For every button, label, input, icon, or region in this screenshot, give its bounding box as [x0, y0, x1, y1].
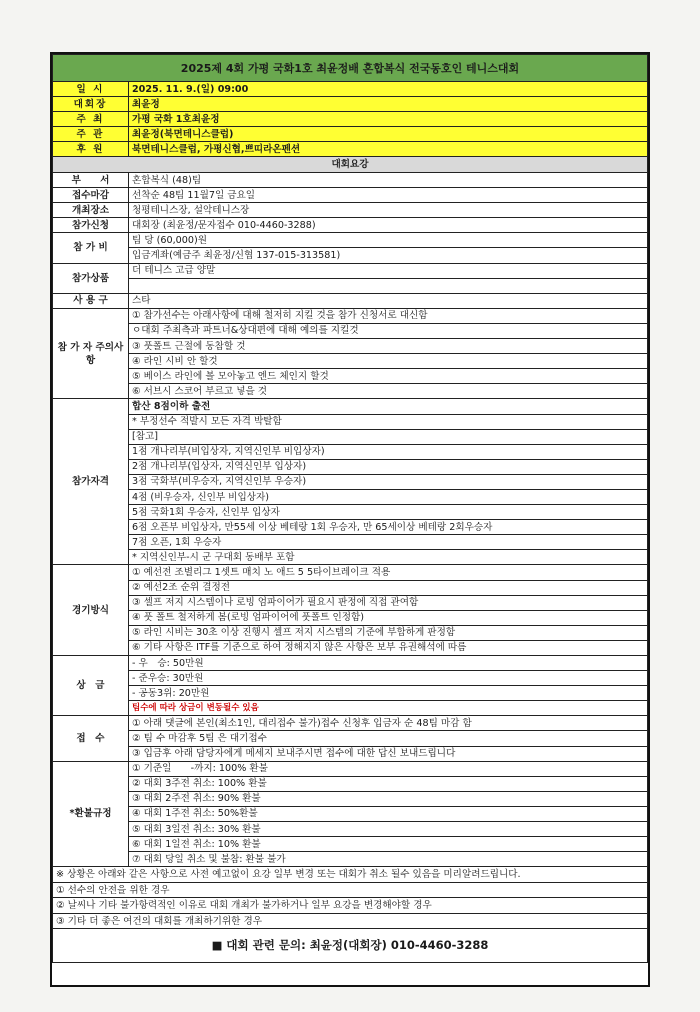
notice-line: ① 참가선수는 아래사항에 대해 철저히 지킬 것을 참가 신청서로 대신함 — [129, 308, 648, 323]
qualification-line: 합산 8점이하 출전 — [129, 399, 648, 414]
notice-line: ④ 라인 시비 안 할것 — [129, 354, 648, 369]
prize-line: - 준우승: 30만원 — [129, 671, 648, 686]
method-line: ② 예선2조 순위 결정전 — [129, 580, 648, 595]
deadline-value: 선착순 48팀 11월7일 금요일 — [129, 188, 648, 203]
ball-label: 사 용 구 — [53, 293, 129, 308]
tournament-table — [52, 54, 648, 963]
ball-value: 스타 — [129, 293, 648, 308]
reception-line: ① 아래 댓글에 본인(최소1인, 대리접수 불가)접수 신청후 입금자 순 48팀 마감 함 — [129, 716, 648, 731]
document-title: 2025제 4회 가평 국화1호 최윤정배 혼합복식 전국동호인 테니스대회 — [53, 55, 648, 82]
refund-line: ④ 대회 1주전 취소: 50%환불 — [129, 806, 648, 821]
reception-line: ③ 입금후 아래 담당자에게 메세지 보내주시면 접수에 대한 답신 보내드립니다 — [129, 746, 648, 761]
notes-line: ③ 기타 더 좋은 여건의 대회를 개최하기위한 경우 — [53, 913, 648, 929]
qualification-line: * 지역신인부-시 군 구대회 동배부 포함 — [129, 550, 648, 565]
fee-account: 입금계좌(예금주 최윤정/신협 137-015-313581) — [129, 248, 648, 263]
info-label-president: 대회장 — [53, 97, 129, 112]
reception-line: ② 팀 수 마감후 5팀 은 대기접수 — [129, 731, 648, 746]
refund-line: ⑥ 대회 1일전 취소: 10% 환불 — [129, 837, 648, 852]
fee-label: 참 가 비 — [53, 233, 129, 263]
qualification-line: 2점 개나리부(입상자, 지역신인부 입상자) — [129, 459, 648, 474]
venue-label: 개최장소 — [53, 203, 129, 218]
contact-footer: ■ 대회 관련 문의: 최윤정(대회장) 010-4460-3288 — [53, 929, 648, 963]
info-label-host: 주 최 — [53, 112, 129, 127]
notice-line: ③ 풋폴트 근절에 동참할 것 — [129, 339, 648, 354]
apply-label: 참가신청 — [53, 218, 129, 233]
info-label-date: 일 시 — [53, 82, 129, 97]
tournament-sheet — [50, 52, 650, 987]
division-value: 혼합복식 (48)팀 — [129, 173, 648, 188]
refund-line: ⑦ 대회 당일 취소 및 불참: 환불 불가 — [129, 852, 648, 867]
qualification-line: 1점 개나리부(비입상자, 지역신인부 비입상자) — [129, 444, 648, 459]
qualification-line: 7점 오픈, 1회 우승자 — [129, 535, 648, 550]
qualification-line: 3점 국화부(비우승자, 지역신인부 우승자) — [129, 474, 648, 489]
prize-note: 팀수에 따라 상금이 변동될수 있음 — [129, 701, 648, 716]
notice-line: ⑥ 서브시 스코어 부르고 넣을 것 — [129, 384, 648, 399]
info-value-organizer: 최윤정(북면테니스클럽) — [129, 127, 648, 142]
qualification-line: 6점 오픈부 비입상자, 만55세 이상 베테랑 1회 우승자, 만 65세이상 베테랑 2회우승자 — [129, 520, 648, 535]
gift-line: 더 테니스 고급 양말 — [129, 263, 648, 278]
section-title: 대회요강 — [53, 157, 648, 173]
refund-line: ③ 대회 2주전 취소: 90% 환불 — [129, 791, 648, 806]
info-value-president: 최윤정 — [129, 97, 648, 112]
prize-line: - 공동3위: 20만원 — [129, 686, 648, 701]
refund-line: ① 기준일 -까지: 100% 환불 — [129, 761, 648, 776]
prize-label: 상 금 — [53, 656, 129, 716]
notes-header: ※ 상황은 아래와 같은 사항으로 사전 예고없이 요강 일부 변경 또는 대회가 취소 될수 있음을 미리알려드립니다. — [53, 867, 648, 883]
method-line: ⑥ 기타 사항은 ITF를 기준으로 하여 정해지지 않은 사항은 보부 유권해석에 따름 — [129, 640, 648, 655]
fee-line: 팀 당 (60,000)원 — [129, 233, 648, 248]
info-value-sponsor: 북면테니스클럽, 가평신협,쁘띠라온펜션 — [129, 142, 648, 157]
notes-line: ② 날씨나 기타 불가항력적인 이유로 대회 개최가 불가하거나 일부 요강을 변경해야할 경우 — [53, 898, 648, 914]
qualification-line: 5점 국화1회 우승자, 신인부 입상자 — [129, 505, 648, 520]
gift-label: 참가상품 — [53, 263, 129, 293]
info-label-organizer: 주 관 — [53, 127, 129, 142]
notes-line: ① 선수의 안전을 위한 경우 — [53, 882, 648, 898]
info-value-host: 가평 국화 1호최윤정 — [129, 112, 648, 127]
qualification-label: 참가자격 — [53, 399, 129, 565]
info-label-sponsor: 후 원 — [53, 142, 129, 157]
method-line: ⑤ 라인 시비는 30초 이상 진행시 셀프 저지 시스템의 기준에 부합하게 판정함 — [129, 625, 648, 640]
refund-label: *환불규정 — [53, 761, 129, 867]
reception-label: 접 수 — [53, 716, 129, 761]
notice-line: ⑤ 베이스 라인에 볼 모아놓고 엔드 체인지 할것 — [129, 369, 648, 384]
notice-line: ㅇ대회 주최측과 파트너&상대편에 대해 예의를 지킬것 — [129, 323, 648, 338]
apply-value: 대회장 (최윤정/문자접수 010-4460-3288) — [129, 218, 648, 233]
method-line: ④ 풋 폴트 철저하게 봄(로빙 엄파이어에 풋폴트 인정함) — [129, 610, 648, 625]
method-line: ① 예선전 조별리그 1셋트 매치 노 애드 5 5타이브레이크 적용 — [129, 565, 648, 580]
qualification-line: [참고] — [129, 429, 648, 444]
qualification-line: * 부정선수 적발시 모든 자격 박탈함 — [129, 414, 648, 429]
method-line: ③ 셀프 저지 시스템이나 로빙 엄파이어가 필요시 판정에 직접 관여함 — [129, 595, 648, 610]
method-label: 경기방식 — [53, 565, 129, 656]
deadline-label: 접수마감 — [53, 188, 129, 203]
division-label: 부 서 — [53, 173, 129, 188]
prize-line: - 우 승: 50만원 — [129, 656, 648, 671]
refund-line: ② 대회 3주전 취소: 100% 환불 — [129, 776, 648, 791]
gift-line-empty — [129, 278, 648, 293]
info-value-date: 2025. 11. 9.(일) 09:00 — [129, 82, 648, 97]
notice-label: 참 가 자 주의사항 — [53, 308, 129, 399]
venue-value: 청평테니스장, 설악테니스장 — [129, 203, 648, 218]
qualification-line: 4점 (비우승자, 신인부 비입상자) — [129, 489, 648, 504]
refund-line: ⑤ 대회 3일전 취소: 30% 환불 — [129, 822, 648, 837]
